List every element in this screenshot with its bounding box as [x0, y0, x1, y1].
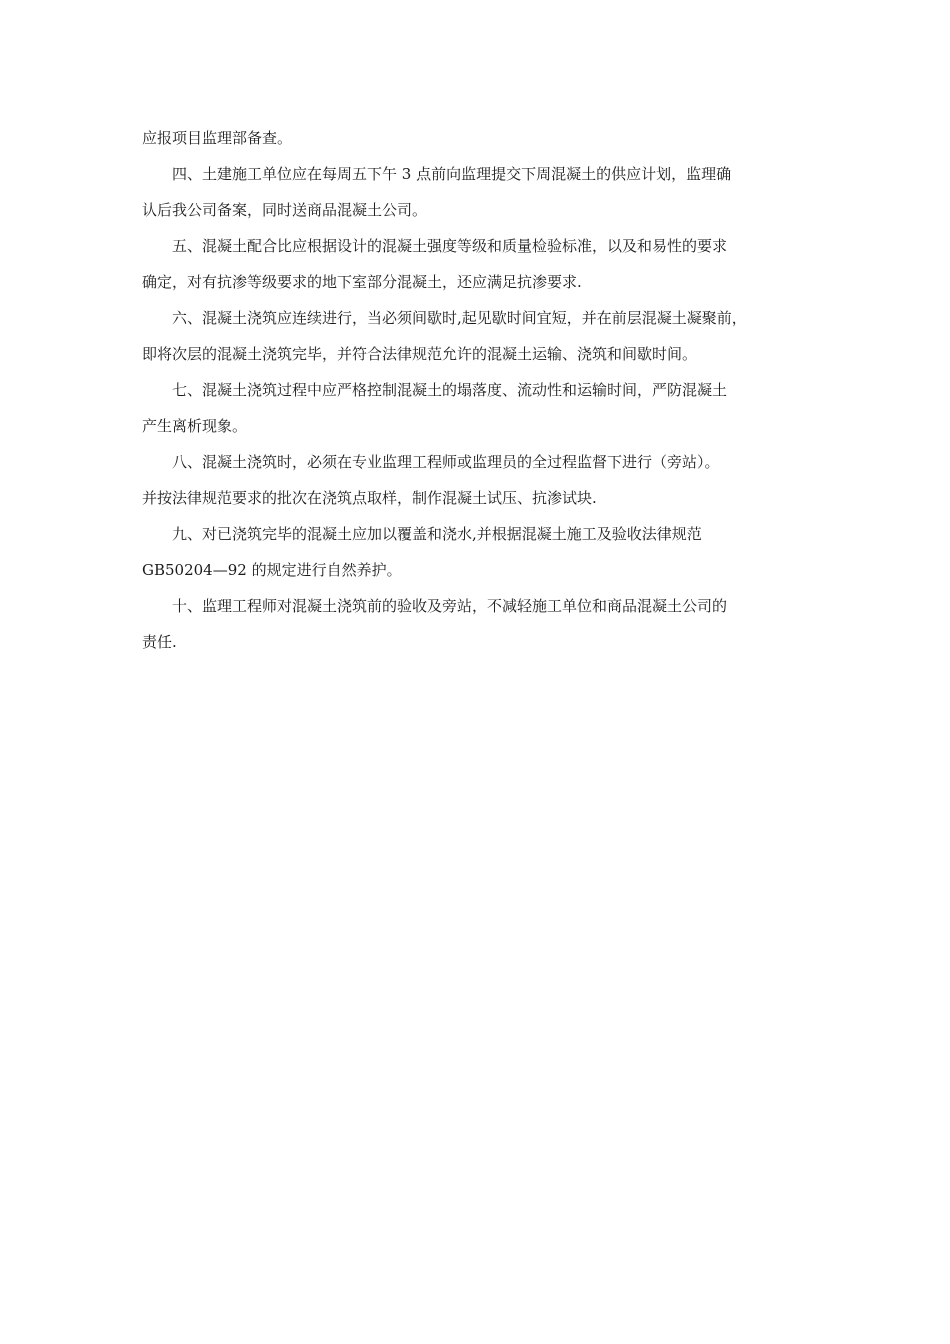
- text-line: 即将次层的混凝土浇筑完毕，并符合法律规范允许的混凝土运输、浇筑和间歇时间。: [142, 345, 698, 363]
- paragraph-item-6: [142, 300, 822, 372]
- text-line: 并按法律规范要求的批次在浇筑点取样，制作混凝土试压、抗渗试块.: [142, 489, 597, 507]
- text-line: 五、混凝土配合比应根据设计的混凝土强度等级和质量检验标准，以及和易性的要求: [172, 237, 728, 255]
- paragraph-continuation: [142, 120, 822, 156]
- document-body: [142, 120, 822, 660]
- paragraph-item-10: [142, 588, 822, 660]
- text-line: 产生离析现象。: [142, 417, 248, 435]
- paragraph-item-9: [142, 516, 822, 588]
- text-line: GB50204—92 的规定进行自然养护。: [142, 561, 402, 579]
- text-line: 七、混凝土浇筑过程中应严格控制混凝土的塌落度、流动性和运输时间，严防混凝土: [172, 381, 728, 399]
- paragraph-item-7: [142, 372, 822, 444]
- text-line: 责任.: [142, 633, 177, 651]
- paragraph-item-4: [142, 156, 822, 228]
- paragraph-item-5: [142, 228, 822, 300]
- text-line: 四、土建施工单位应在每周五下午 3 点前向监理提交下周混凝土的供应计划，监理确: [172, 165, 732, 183]
- text-line: 认后我公司备案，同时送商品混凝土公司。: [142, 201, 428, 219]
- text-line: 十、监理工程师对混凝土浇筑前的验收及旁站，不减轻施工单位和商品混凝土公司的: [172, 597, 728, 615]
- text-line: 六、混凝土浇筑应连续进行，当必须间歇时,起见歇时间宜短，并在前层混凝土凝聚前，: [172, 309, 747, 327]
- paragraph-item-8: [142, 444, 822, 516]
- text-line: 八、混凝土浇筑时，必须在专业监理工程师或监理员的全过程监督下进行（旁站）。: [172, 453, 720, 471]
- text-line: 九、对已浇筑完毕的混凝土应加以覆盖和浇水,并根据混凝土施工及验收法律规范: [172, 525, 702, 543]
- text-line: 应报项目监理部备查。: [142, 129, 293, 147]
- text-line: 确定，对有抗渗等级要求的地下室部分混凝土，还应满足抗渗要求.: [142, 273, 582, 291]
